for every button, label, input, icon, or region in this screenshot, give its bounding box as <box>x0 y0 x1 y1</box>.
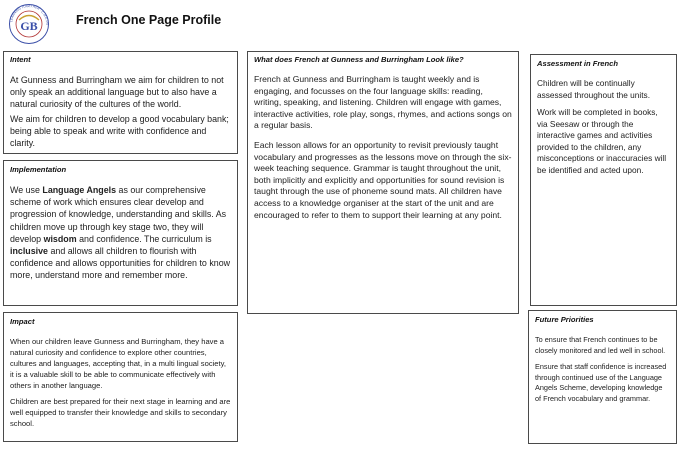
assessment-paragraph: Work will be completed in books, via Seesaw or through the interactive games and activities provided to the children, any misconceptions or inaccuracies will be identified and acted upon. <box>537 107 667 175</box>
school-logo <box>4 3 54 45</box>
assessment-paragraph: Children will be continually assessed throughout the units. <box>537 78 651 100</box>
assessment-panel <box>530 54 677 306</box>
intent-paragraph: At Gunness and Burringham we aim for children to not only speak an additional language but to also have a natural curiosity of the cultures of the world. <box>10 75 224 109</box>
inclusive-bold: inclusive <box>10 246 48 257</box>
intent-panel <box>3 51 238 154</box>
implementation-paragraph: We use Language Angels as our comprehensive scheme of work which ensures clear develop and progression of knowledge, understanding and skills. As children move up through key stage two, they will develop wisdom and confidence. The curriculum is inclusive and allows all children to flourish with confidence and allows opportunities for children to know more, understand more and remember more. <box>10 185 231 281</box>
what-french-looks-like-panel <box>247 51 519 314</box>
implementation-panel <box>3 160 238 306</box>
impact-panel <box>3 312 238 442</box>
impact-paragraph: When our children leave Gunness and Burringham, they have a natural curiosity and confidence to explore other countries, cultures and languages, accepting that, in a multi lingual society, it is a valuable skill to be able to communicate effectively with others in another language. <box>10 337 226 390</box>
assessment-heading: Assessment in French <box>537 59 619 68</box>
future-priorities-heading: Future Priorities <box>535 315 594 324</box>
impact-paragraph: Children are best prepared for their next stage in learning and are well equipped to transfer their knowledge and skills to secondary school. <box>10 397 231 428</box>
what-french-heading: What does French at Gunness and Burringham Look like? <box>254 55 464 64</box>
future-priorities-panel <box>528 310 677 444</box>
impact-heading: Impact <box>10 317 35 326</box>
implementation-heading: Implementation <box>10 165 67 174</box>
page-title: French One Page Profile <box>76 13 222 27</box>
intent-paragraph: We aim for children to develop a good vocabulary bank; being able to speak and write with confidence and clarity. <box>10 114 229 148</box>
what-french-paragraph: French at Gunness and Burringham is taught weekly and is engaging, and focusses on the four language skills: reading, writing, speaking, and listening. Children will engage with games, interactive activities, role play, songs, rhymes, and actions songs on a regular basis. <box>254 74 512 131</box>
logo-letters: GB <box>20 19 38 33</box>
future-priorities-paragraph: Ensure that staff confidence is increased through continued use of the Language Angels Scheme, developing knowledge of French vocabulary and grammar. <box>535 362 667 403</box>
logo-ring-text: LEARNING TOGETHER · C of E PR <box>9 3 50 25</box>
wisdom-bold: wisdom <box>43 233 77 244</box>
what-french-paragraph: Each lesson allows for an opportunity to revisit previously taught vocabulary and progresses as the lessons move on through the six-week teaching sequence. Grammar is taught throughout the unit, both implicitly and explicitly and opportunities for sound revision is taught through the use of phoneme sound mats. All children have access to a knowledge organiser at the start of the unit and are encouraged to refer to them to support their learning at any point. <box>254 139 512 220</box>
language-angels-bold: Language Angels <box>42 185 117 195</box>
intent-heading: Intent <box>10 55 31 64</box>
future-priorities-paragraph: To ensure that French continues to be closely monitored and led well in school. <box>535 335 666 355</box>
